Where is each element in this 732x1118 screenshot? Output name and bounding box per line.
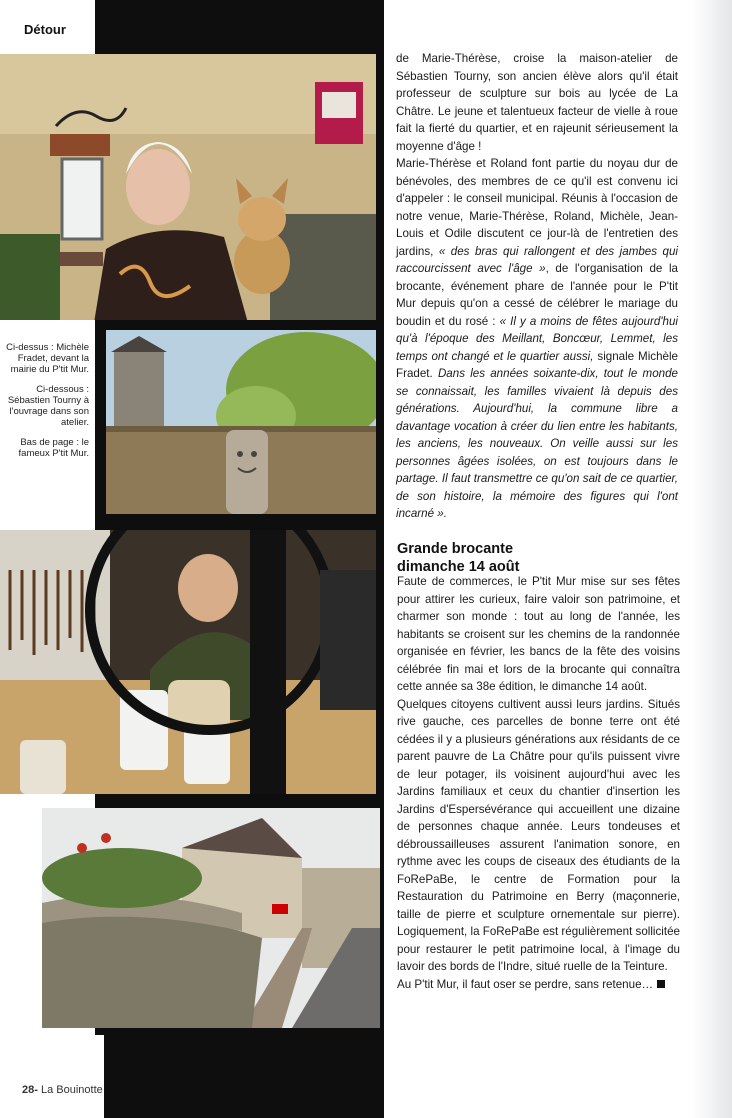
left-bottom-panel <box>0 1035 104 1118</box>
photo-woman-with-dog <box>0 54 376 320</box>
heading-line-1: Grande brocante <box>397 541 514 557</box>
article-body-top <box>396 50 678 523</box>
photo4-illustration <box>42 808 380 1028</box>
article-paragraph-1: de Marie-Thérèse, croise la maison-atelier de Sébastien Tourny, son ancien élève alors qu'il était professeur de sculpture sur bois au lycée de La Châtre. Le jeune et talentueux facteur de vielle à roue fait la fierté du quartier, et en rajeunit sérieusement la moyenne d'âge ! <box>396 52 678 153</box>
article-paragraph-2 <box>396 155 678 523</box>
para2-text-c: signale Michèle Fradet. <box>396 349 678 380</box>
photo-street-stone-wall <box>42 808 380 1028</box>
photo-captions <box>0 326 95 526</box>
para2-text-a: Marie-Thérèse et Roland font partie du noyau dur de bénévoles, des membres de ce qu'il est convenu ici d'appeler : le conseil municipal. Réunis à l'occasion de notre venue, Marie-Thérèse, Roland, Michèle, Jean-Louis et Odile discutent ce jour-là de l'entretien des jardins, <box>396 157 678 258</box>
article-paragraph-3: Faute de commerces, le P'tit Mur mise sur ses fêtes pour attirer les curieux, faire valoir son patrimoine, et charmer son monde : tout au long de l'année, les habitants se croisent sur les chemins de la randonnée organisée en février, les bancs de la fête des voisins célébrée fin mai et lors de la brocante qui connaîtra cette année sa 38e édition, le dimanche 14 août. <box>397 575 680 693</box>
photo-stone-wall-tower <box>106 330 376 514</box>
caption-top: Ci-dessus : Michèle Fradet, devant la mairie du P'tit Mur. <box>6 342 89 375</box>
article-paragraph-4: Quelques citoyens cultivent aussi leurs jardins. Situés rive gauche, ces parcelles de bonne terre ont été cédées il y a plusieurs générations aux résidants de ce parent pauvre de La Châtre pour qu'ils puissent vivre de leur potager, ils voisinent aujourd'hui avec les Jardins familiaux et ceux du chantier d'insertion les Jardins d'Espersévérance qui accueillent une dizaine de personnes chaque année. Leurs tondeuses et débroussailleuses assurent l'animation sonore, en rythme avec les coups de ciseaux des étudiants de la FoRePaBe, le centre de Formation pour la Restauration du Patrimoine en Berry (maçonnerie, taille de pierre et sculpture ornementale sur pierre). Logiquement, la FoRePaBe est régulièrement sollicitée pour restaurer le petit patrimoine local, à l'image du lavoir des bords de l'Indre, situé ruelle de la Teinture. <box>397 697 680 973</box>
article-body-bottom <box>397 573 680 993</box>
photo2-illustration <box>106 330 376 514</box>
page-footer <box>22 1084 103 1096</box>
para2-quote-3: Dans les années soixante-dix, tout le monde se connaissait, les familles vivaient là depuis des générations. Aujourd'hui, la commune libre a davantage vocation à créer du lien entre les habitants, les anciens, les nouveaux. On veille aussi sur les personnes âgées isolées, on est toujours dans le partage. Il faut transmettre ce qu'on sait de ce quartier, de son histoire, la mémoire des figures qui l'ont incarné ». <box>396 367 678 520</box>
photo-craftsman-workshop <box>0 530 376 794</box>
para2-quote-2: « Il y a moins de fêtes aujourd'hui qu'à l'époque des Meillant, Boncœur, Lemmet, les temps ont changé et le quartier aussi, <box>396 314 679 363</box>
section-tab: Détour <box>24 22 66 37</box>
para2-quote-1: « des bras qui rallongent et des jambes qui raccourcissent avec l'âge » <box>396 244 678 275</box>
section-heading <box>397 539 519 575</box>
end-of-article-icon <box>657 980 665 988</box>
closing-text: Au P'tit Mur, il faut oser se perdre, sans retenue… <box>397 977 654 991</box>
heading-line-2: dimanche 14 août <box>397 559 520 575</box>
page-number: 28- <box>22 1084 38 1096</box>
caption-middle: Ci-dessous : Sébastien Tourny à l'ouvrage dans son atelier. <box>7 384 89 428</box>
article-paragraph-5 <box>397 976 680 994</box>
photo1-illustration <box>0 54 376 320</box>
photo3-illustration <box>0 530 376 794</box>
para2-text-b: , de l'organisation de la brocante, événement phare de l'année pour le P'tit Mur depuis qu'on a cessé de célébrer le mariage du boudin et du rosé : <box>396 262 678 328</box>
publication-name: La Bouinotte <box>40 1084 103 1096</box>
caption-bottom: Bas de page : le fameux P'tit Mur. <box>18 437 89 459</box>
